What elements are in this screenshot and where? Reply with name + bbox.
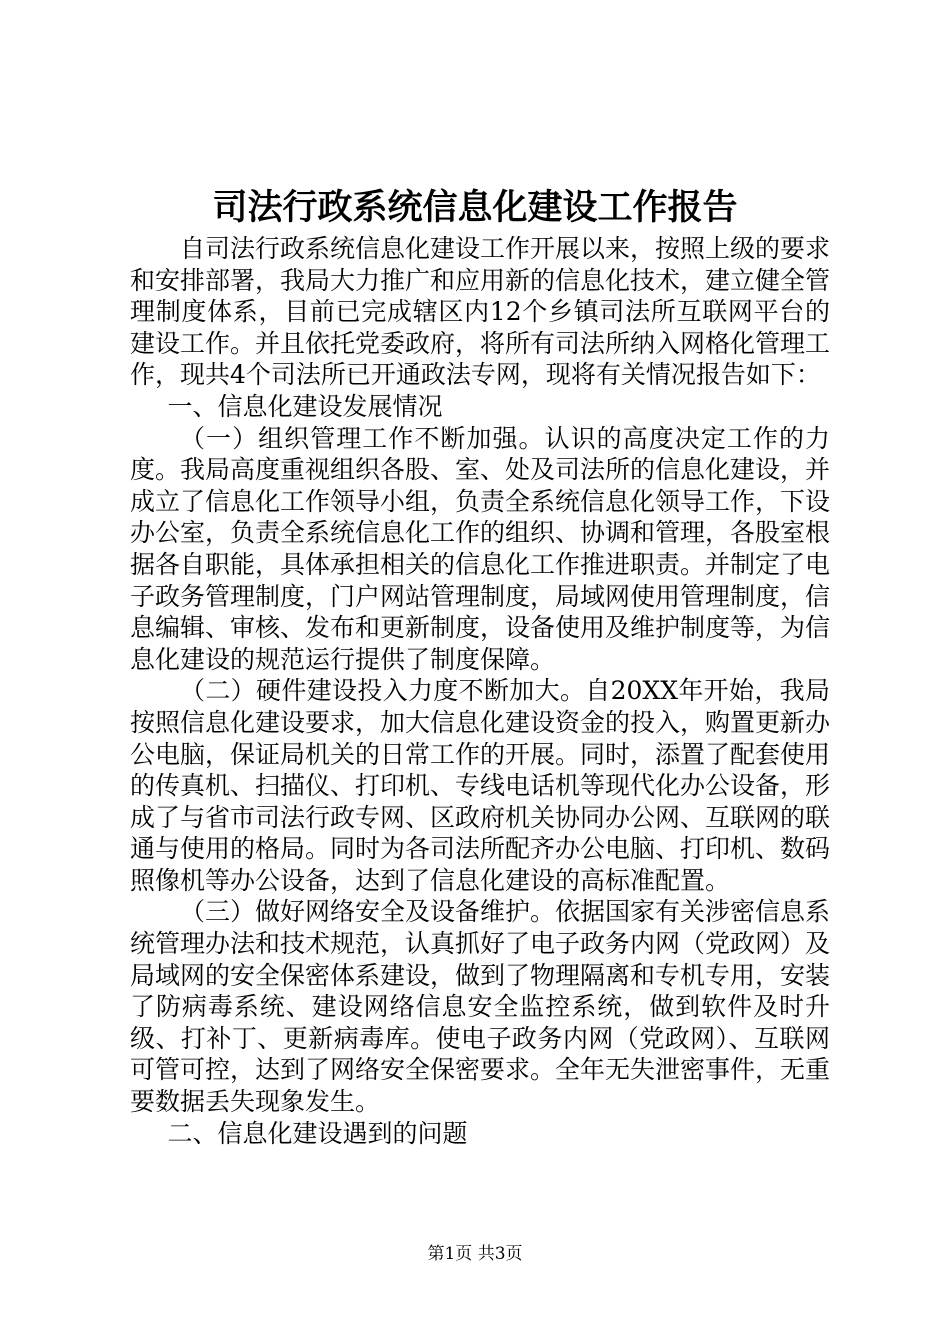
page-footer: 第1页 共3页: [427, 1244, 523, 1264]
document-title: 司法行政系统信息化建设工作报告: [212, 187, 738, 228]
paragraph-security: （三）做好网络安全及设备维护。依据国家有关涉密信息系统管理办法和技术规范，认真抓好了电子政务内网（党政网）及局域网的安全保密体系建设，做到了物理隔离和专机专用，安装了防病毒系统、建设网络信息安全监控系统，做到软件及时升级、打补丁、更新病毒库。使电子政务内网（党政网）、互联网可管可控，达到了网络安全保密要求。全年无失泄密事件，无重要数据丢失现象发生。: [130, 897, 831, 1117]
document-body: [130, 233, 830, 1149]
section-heading-2: 二、信息化建设遇到的问题: [167, 1118, 468, 1148]
paragraph-organization: （一）组织管理工作不断加强。认识的高度决定工作的力度。我局高度重视组织各股、室、处及司法所的信息化建设，并成立了信息化工作领导小组，负责全系统信息化领导工作，下设办公室，负责全系统信息化工作的组织、协调和管理，各股室根据各自职能，具体承担相关的信息化工作推进职责。并制定了电子政务管理制度，门户网站管理制度，局域网使用管理制度，信息编辑、审核、发布和更新制度，设备使用及维护制度等，为信息化建设的规范运行提供了制度保障。: [130, 423, 831, 674]
intro-paragraph: 自司法行政系统信息化建设工作开展以来，按照上级的要求和安排部署，我局大力推广和应用新的信息化技术，建立健全管理制度体系，目前已完成辖区内12个乡镇司法所互联网平台的建设工作。并且依托党委政府，将所有司法所纳入网格化管理工作，现共4个司法所已开通政法专网，现将有关情况报告如下：: [130, 234, 831, 390]
paragraph-hardware: （二）硬件建设投入力度不断加大。自20XX年开始，我局按照信息化建设要求，加大信息化建设资金的投入，购置更新办公电脑，保证局机关的日常工作的开展。同时，添置了配套使用的传真机、扫描仪、打印机、专线电话机等现代化办公设备，形成了与省市司法行政专网、区政府机关协同办公网、互联网的联通与使用的格局。同时为各司法所配齐办公电脑、打印机、数码照像机等办公设备，达到了信息化建设的高标准配置。: [130, 676, 831, 895]
section-heading-1: 一、信息化建设发展情况: [167, 391, 443, 421]
